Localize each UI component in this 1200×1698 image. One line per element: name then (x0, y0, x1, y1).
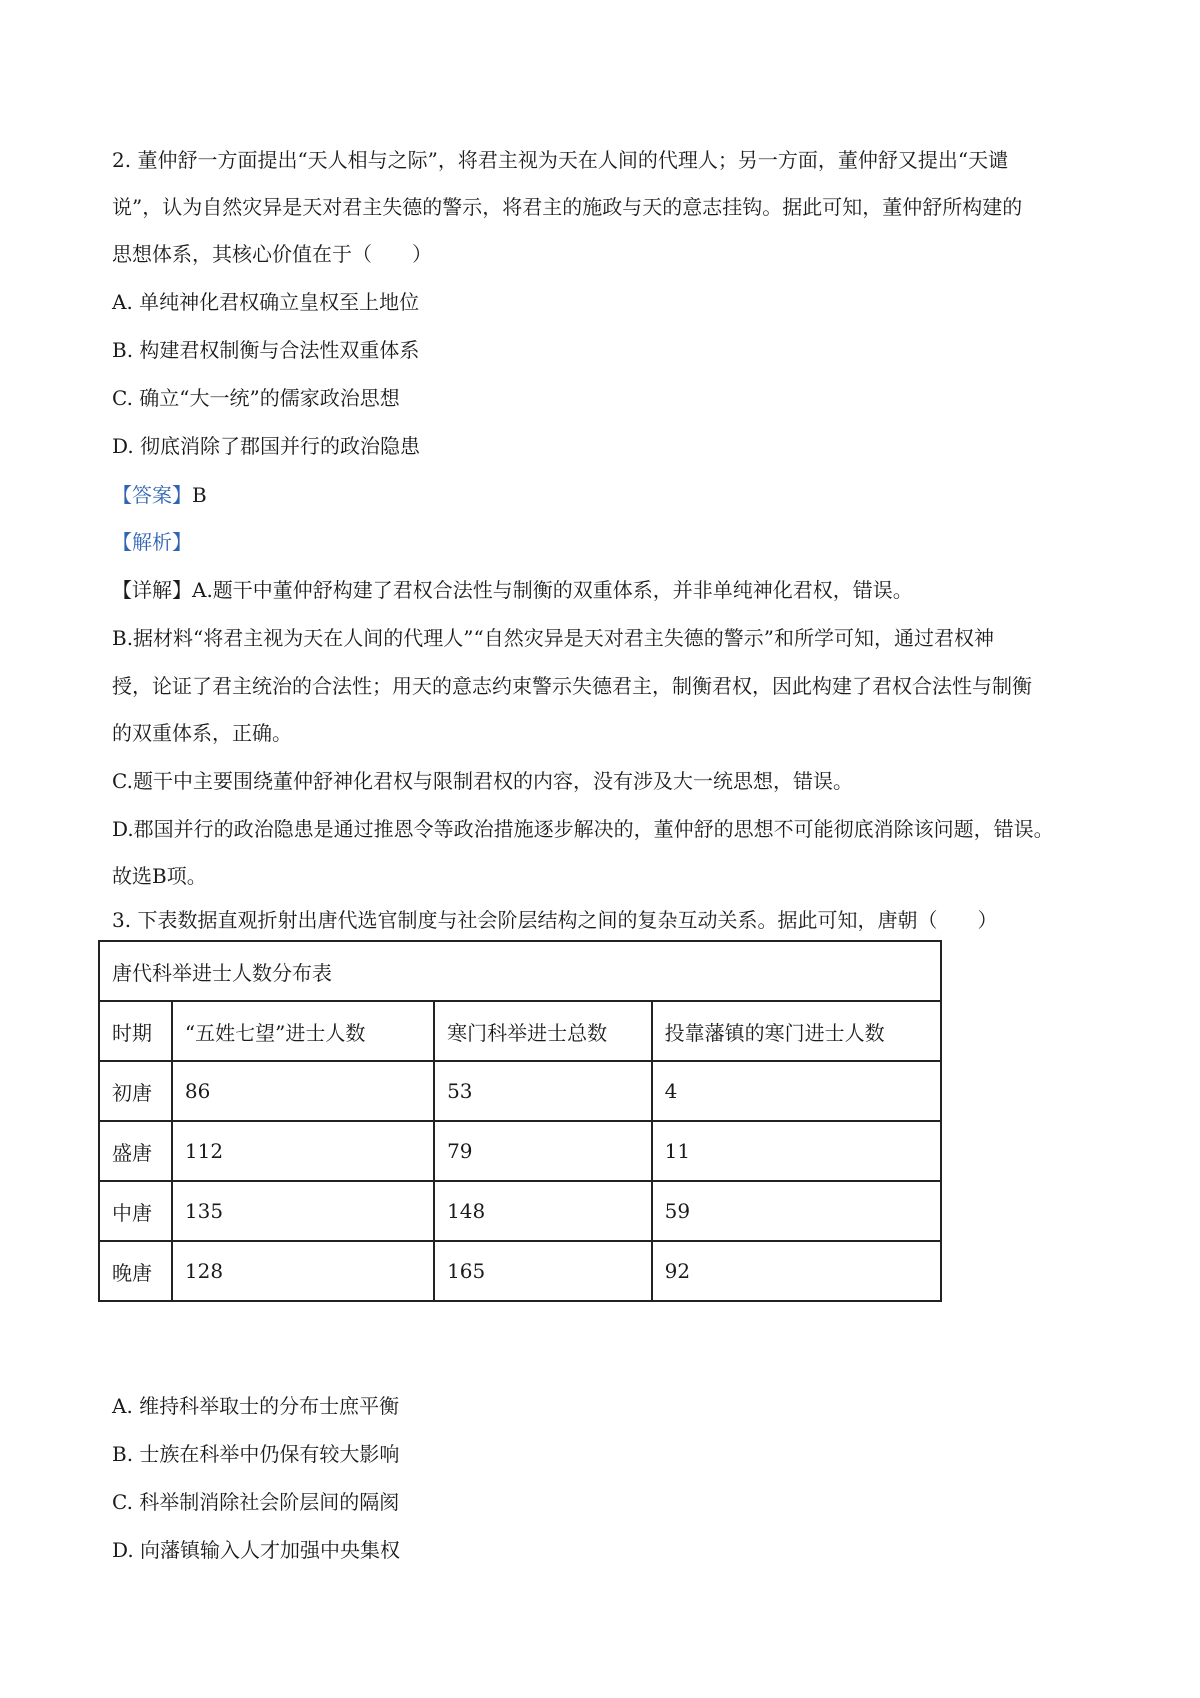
table-cell: 53 (434, 1061, 652, 1121)
table-row (99, 1061, 941, 1121)
jinshi-table (98, 940, 942, 1302)
table-caption-row (99, 941, 941, 1001)
table-header-row (99, 1001, 941, 1061)
table-cell: 92 (652, 1241, 941, 1301)
table-cell: 112 (172, 1121, 434, 1181)
table-cell: 86 (172, 1061, 434, 1121)
table-cell: 晚唐 (99, 1241, 172, 1301)
answer-label: 【答案】 (112, 483, 192, 507)
table-cell: 盛唐 (99, 1121, 172, 1181)
table-cell: 79 (434, 1121, 652, 1181)
table-caption: 唐代科举进士人数分布表 (99, 941, 941, 1001)
table-cell: 中唐 (99, 1181, 172, 1241)
table-cell: 165 (434, 1241, 652, 1301)
q2-detail-line-6: D.郡国并行的政治隐患是通过推恩令等政治措施逐步解决的，董仲舒的思想不可能彻底消除该问题，错误。 (112, 817, 1054, 841)
q3-option-b: B. 士族在科举中仍保有较大影响 (112, 1442, 400, 1466)
q2-option-b: B. 构建君权制衡与合法性双重体系 (112, 338, 420, 362)
table-row (99, 1181, 941, 1241)
q2-detail-line-4: 的双重体系，正确。 (112, 721, 292, 745)
table-cell: 148 (434, 1181, 652, 1241)
q3-option-c: C. 科举制消除社会阶层间的隔阂 (112, 1490, 400, 1514)
table-header-cell: “五姓七望”进士人数 (172, 1001, 434, 1061)
table-cell: 135 (172, 1181, 434, 1241)
q2-stem-line-3: 思想体系，其核心价值在于（ ） (112, 242, 432, 266)
table-header-cell: 投靠藩镇的寒门进士人数 (652, 1001, 941, 1061)
q2-detail-line-5: C.题干中主要围绕董仲舒神化君权与限制君权的内容，没有涉及大一统思想，错误。 (112, 769, 853, 793)
q2-detail-line-2: B.据材料“将君主视为天在人间的代理人”“自然灾异是天对君主失德的警示”和所学可知，通过君权神 (112, 626, 994, 650)
q2-option-a: A. 单纯神化君权确立皇权至上地位 (112, 290, 420, 314)
table-row (99, 1121, 941, 1181)
answer-value: B (192, 483, 207, 507)
q2-detail-line-3: 授，论证了君主统治的合法性；用天的意志约束警示失德君主，制衡君权，因此构建了君权合法性与制衡 (112, 674, 1032, 698)
q2-stem-line-1: 2. 董仲舒一方面提出“天人相与之际”，将君主视为天在人间的代理人；另一方面，董仲舒又提出“天谴 (112, 148, 1009, 172)
q2-option-d: D. 彻底消除了郡国并行的政治隐患 (112, 434, 421, 458)
q2-detail-line-7: 故选B项。 (112, 864, 207, 888)
table-cell: 初唐 (99, 1061, 172, 1121)
table-cell: 11 (652, 1121, 941, 1181)
table-row (99, 1241, 941, 1301)
q3-option-a: A. 维持科举取士的分布士庶平衡 (112, 1394, 400, 1418)
table-header-cell: 寒门科举进士总数 (434, 1001, 652, 1061)
analysis-label: 【解析】 (112, 530, 192, 554)
q2-stem-line-2: 说”，认为自然灾异是天对君主失德的警示，将君主的施政与天的意志挂钩。据此可知，董仲舒所构建的 (112, 195, 1023, 219)
q2-answer (112, 481, 207, 509)
table-cell: 128 (172, 1241, 434, 1301)
q2-detail-line-1: 【详解】A.题干中董仲舒构建了君权合法性与制衡的双重体系，并非单纯神化君权，错误。 (112, 578, 913, 602)
q2-option-c: C. 确立“大一统”的儒家政治思想 (112, 386, 400, 410)
table-cell: 4 (652, 1061, 941, 1121)
q3-stem: 3. 下表数据直观折射出唐代选官制度与社会阶层结构之间的复杂互动关系。据此可知，唐朝（ ） (112, 908, 998, 932)
table-cell: 59 (652, 1181, 941, 1241)
q3-option-d: D. 向藩镇输入人才加强中央集权 (112, 1538, 401, 1562)
table-header-cell: 时期 (99, 1001, 172, 1061)
